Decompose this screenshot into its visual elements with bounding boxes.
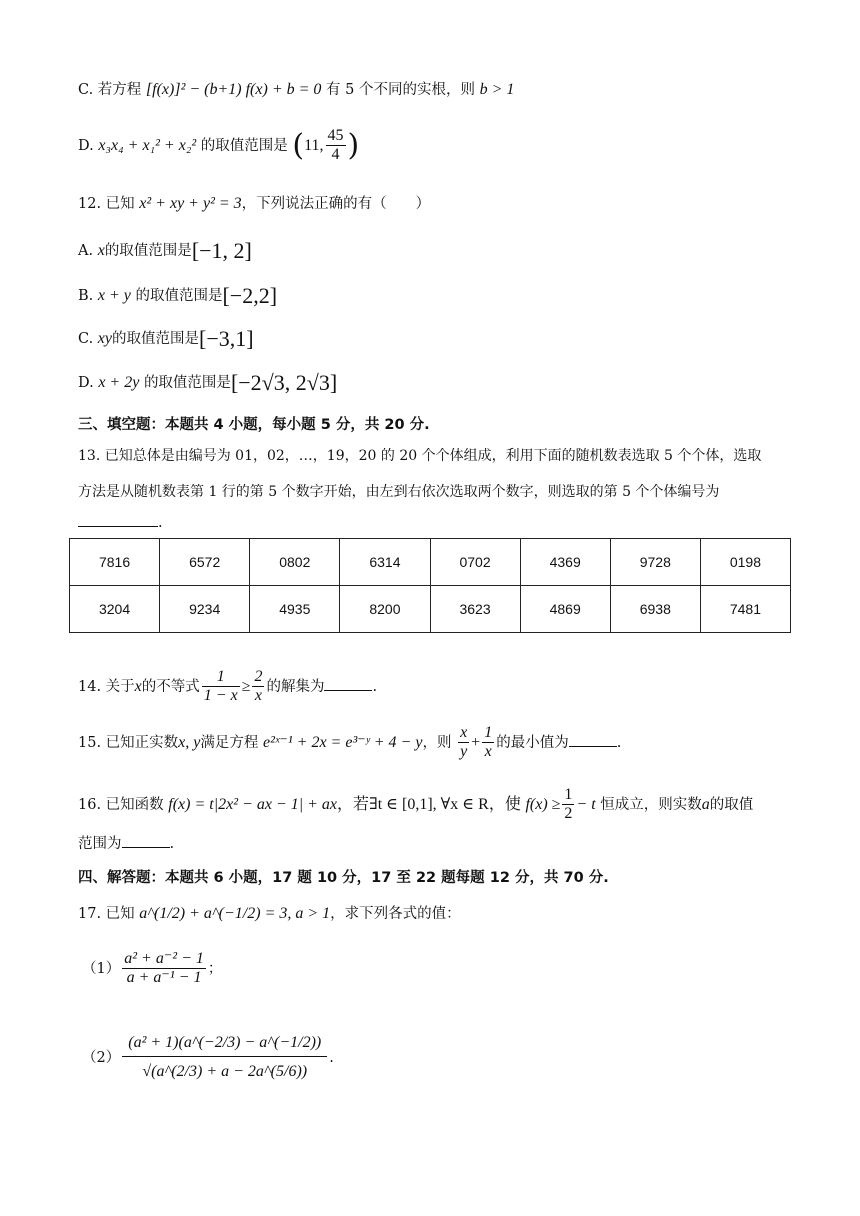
- table-cell: 4369: [520, 539, 610, 586]
- q16-line-2: [78, 832, 174, 853]
- variable: a: [701, 795, 710, 813]
- range: [−2√3, 2√3]: [230, 370, 338, 395]
- question-text: 的不等式: [141, 678, 200, 695]
- frac-den: 1 − x: [203, 687, 238, 705]
- fraction: [326, 127, 346, 165]
- part-label: （1）: [82, 960, 121, 977]
- table-cell: 0802: [250, 539, 340, 586]
- frac-num: 2: [252, 668, 264, 687]
- q13-line-2: 方法是从随机数表第 1 行的第 5 个数字开始，由左到右依次选取两个数字，则选取的第 5 个个体编号为: [78, 484, 720, 500]
- table-cell: 8200: [340, 586, 430, 633]
- question-number: 17. 已知: [78, 906, 135, 922]
- paren-right: ): [347, 127, 360, 163]
- frac-num: 1: [482, 724, 494, 743]
- frac-num: 1: [202, 668, 240, 687]
- equation: e²ˣ⁻¹ + 2x = e³⁻ʸ + 4 − y: [262, 733, 423, 751]
- period: .: [329, 1049, 334, 1066]
- fraction-right: [482, 724, 494, 762]
- q15: [78, 724, 621, 762]
- option-label: D.: [78, 375, 94, 391]
- option-text: 的取值范围是: [135, 288, 223, 304]
- table-cell: 4869: [520, 586, 610, 633]
- operator: +: [471, 733, 481, 751]
- table-row: [70, 539, 791, 586]
- frac-den: 2: [564, 805, 573, 823]
- q17-part-1: [82, 950, 222, 988]
- question-number: 15. 已知正实数: [78, 734, 179, 751]
- question-text: 恒成立，则实数: [600, 796, 702, 813]
- fraction: [122, 1034, 327, 1082]
- option-label: B.: [78, 288, 94, 304]
- condition: b > 1: [479, 81, 515, 98]
- table-cell: 6938: [610, 586, 700, 633]
- answer-blank[interactable]: [78, 512, 158, 527]
- function: f(x) = t|2x² − ax − 1| + ax: [168, 795, 338, 813]
- frac-num: (a² + 1)(a^(−2/3) − a^(−1/2)): [122, 1034, 327, 1057]
- period: .: [616, 734, 622, 751]
- equation: [f(x)]² − (b+1) f(x) + b = 0: [145, 81, 322, 98]
- condition: ，若∃t ∈ [0,1], ∀x ∈ R，使: [337, 795, 521, 813]
- paren-left: (: [292, 127, 305, 163]
- expression: x + y: [97, 287, 131, 304]
- expression: xy: [97, 330, 112, 347]
- period: .: [372, 678, 378, 695]
- question-text: 的解集为: [266, 678, 325, 695]
- q11-option-c: [78, 78, 514, 99]
- frac-num: 45: [326, 127, 346, 146]
- q17-part-2: [82, 1034, 334, 1082]
- frac-num: 1: [562, 786, 574, 805]
- fraction: [122, 950, 206, 988]
- semicolon: ；: [207, 960, 223, 977]
- table-cell: 3623: [430, 586, 520, 633]
- question-text: 的最小值为: [496, 734, 569, 751]
- variable: x: [134, 677, 142, 695]
- q11-option-d: [78, 127, 359, 165]
- question-number: 14. 关于: [78, 678, 135, 695]
- q12-option-d: [78, 370, 337, 396]
- q14: [78, 668, 377, 706]
- option-text: 的取值范围是: [112, 331, 199, 347]
- section-heading-solutions: 四、解答题：本题共 6 小题，17 题 10 分，17 至 22 题每题 12 分，共 70 分.: [78, 870, 609, 886]
- table-cell: 7816: [70, 539, 160, 586]
- table-row: [70, 586, 791, 633]
- table-cell: 6572: [160, 539, 250, 586]
- table-cell: 9728: [610, 539, 700, 586]
- question-tail: ，求下列各式的值：: [330, 906, 461, 922]
- frac-num: a² + a⁻² − 1: [122, 950, 206, 969]
- table-cell: 7481: [700, 586, 790, 633]
- question-number: 12. 已知: [78, 196, 135, 212]
- frac-den: y: [460, 743, 468, 761]
- option-label: D.: [78, 137, 94, 154]
- question-number: 16. 已知函数: [78, 796, 164, 813]
- option-text: 的取值范围是: [200, 137, 288, 154]
- answer-blank[interactable]: [324, 676, 372, 691]
- range: [−3,1]: [199, 326, 254, 351]
- period: .: [158, 515, 163, 531]
- option-label: C. 若方程: [78, 82, 142, 98]
- answer-blank[interactable]: [569, 732, 617, 747]
- equation: x² + xy + y² = 3: [139, 195, 242, 212]
- q16-line-1: [78, 786, 753, 824]
- question-text: ，则: [422, 734, 452, 751]
- frac-den: √(a^(2/3) + a − 2a^(5/6)): [142, 1063, 308, 1081]
- range-left: 11,: [304, 136, 324, 154]
- question-text: 范围为: [78, 836, 122, 852]
- option-label: A.: [78, 243, 94, 259]
- question-tail: ，下列说法正确的有（ ）: [241, 196, 431, 212]
- table-cell: 4935: [250, 586, 340, 633]
- period: .: [169, 836, 175, 852]
- random-number-table: [69, 538, 791, 633]
- expression: x: [97, 242, 105, 259]
- inequality: f(x) ≥: [525, 795, 561, 813]
- fraction-half: [562, 786, 574, 824]
- option-text: 有 5 个不同的实根，则: [326, 82, 475, 98]
- section-heading-fill-in: 三、填空题：本题共 4 小题，每小题 5 分，共 20 分.: [78, 417, 430, 433]
- frac-den: 4: [331, 146, 340, 164]
- range: [−2,2]: [222, 283, 278, 308]
- frac-den: x: [484, 743, 492, 761]
- q17-stem: [78, 902, 461, 923]
- option-label: C.: [78, 331, 94, 347]
- q13-line-3: [78, 512, 163, 531]
- q12-option-a: [78, 238, 252, 264]
- table-cell: 3204: [70, 586, 160, 633]
- table-cell: 0702: [430, 539, 520, 586]
- table-cell: 9234: [160, 586, 250, 633]
- variables: x, y: [178, 733, 201, 751]
- part-label: （2）: [82, 1049, 121, 1066]
- frac-den: x: [254, 687, 263, 705]
- fraction-left: [458, 724, 469, 762]
- q12-stem: [78, 192, 430, 213]
- question-text: 满足方程: [200, 734, 259, 751]
- operator: ≥: [241, 677, 251, 695]
- table-cell: 6314: [340, 539, 430, 586]
- fraction-right: [252, 668, 264, 706]
- q13-line-1: 13. 已知总体是由编号为 01，02，…，19，20 的 20 个个体组成，利用下面的随机数表选取 5 个个体，选取: [78, 448, 762, 464]
- option-text: 的取值范围是: [143, 375, 231, 391]
- given-condition: a^(1/2) + a^(−1/2) = 3, a > 1: [139, 905, 331, 922]
- option-text: 的取值范围是: [104, 243, 192, 259]
- question-text: 的取值: [709, 796, 754, 813]
- inequality: − t: [576, 795, 596, 813]
- expression: x + 2y: [98, 374, 140, 391]
- frac-den: a + a⁻¹ − 1: [126, 969, 202, 987]
- q12-option-c: [78, 326, 254, 352]
- frac-num: x: [458, 724, 469, 743]
- fraction-left: [202, 668, 240, 706]
- q12-option-b: [78, 283, 277, 309]
- answer-blank[interactable]: [122, 833, 170, 848]
- expression: x₃x₄ + x₁² + x₂²: [98, 136, 197, 154]
- range: [−1, 2]: [191, 238, 252, 263]
- table-cell: 0198: [700, 539, 790, 586]
